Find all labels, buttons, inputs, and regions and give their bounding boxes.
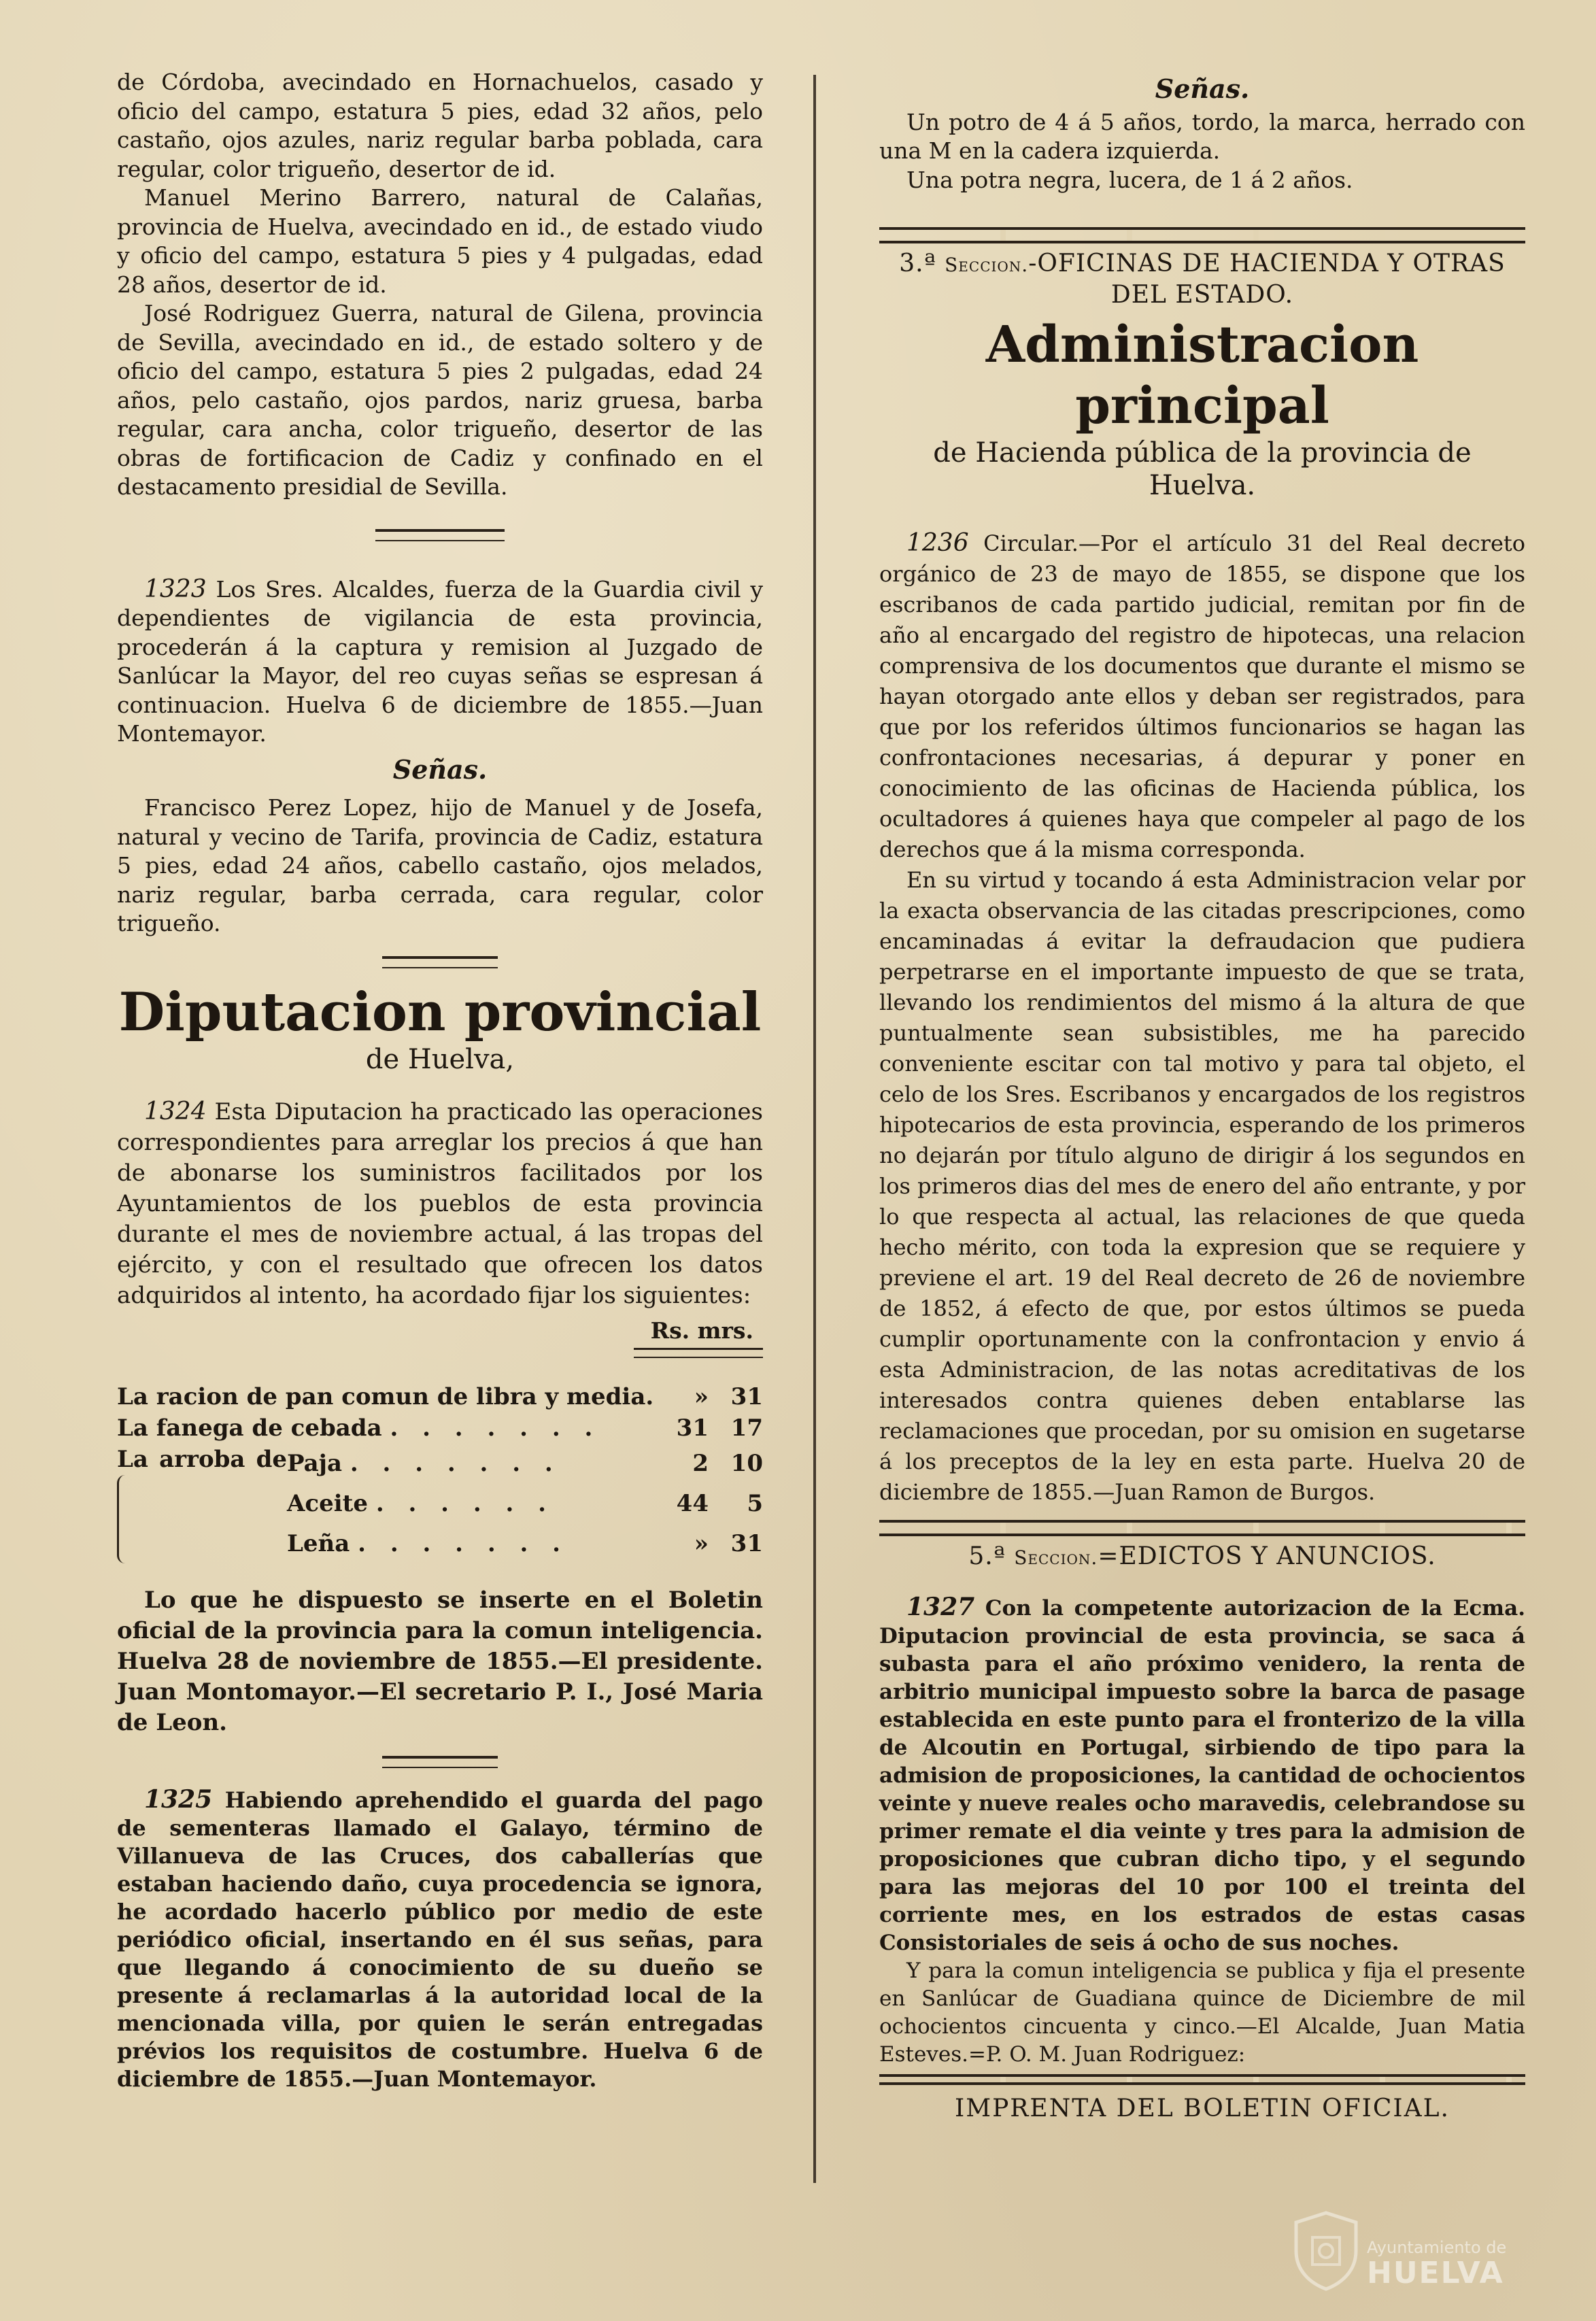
- paragraph-y-para: Y para la comun inteligencia se publica y fija el presente en Sanlúcar de Guadiana quince de Diciembre de mil ochocientos cincuenta y cinco.—El Alcalde, Juan Matia Esteves.=P. O. M. Juan Rodriguez:: [879, 1959, 1525, 2067]
- senas-heading: Señas.: [1155, 73, 1250, 104]
- price-reales: 44: [676, 1489, 709, 1517]
- paragraph-cordoba: de Córdoba, avecindado en Hornachuelos, casado y oficio del campo, estatura 5 pies, edad 32 años, pelo castaño, ojos azules, nariz regular barba poblada, cara regular, color trigueño, desertor de id.: [117, 69, 763, 182]
- notice-1325: [117, 1786, 763, 2093]
- table-row: La arroba de Paja . . . . . . . 2 10: [117, 1444, 763, 1484]
- notice-number: 1327: [906, 1593, 975, 1621]
- left-column: [117, 68, 763, 2093]
- double-rule-divider: [879, 227, 1525, 243]
- notice-text: Esta Diputacion ha practicado las operaciones correspondientes para arreglar los precios á que han de abonarse los suministros facilitados por los Ayuntamientos de los pueblos de esta provincia durante el mes de noviembre actual, á las tropas del ejército, y con el resultado que ofrecen los datos adquiridos al intento, ha acordado fijar los siguientes:: [117, 1098, 763, 1309]
- price-reales: »: [694, 1529, 709, 1557]
- table-row: Aceite . . . . . . 44 5: [117, 1484, 763, 1524]
- administracion-subtitle: de Hacienda pública de la provincia de Huelva.: [933, 437, 1472, 501]
- diputacion-title: Diputacion provincial: [118, 981, 762, 1043]
- price-label: La fanega de cebada: [117, 1414, 382, 1442]
- price-label: La arroba de: [117, 1446, 287, 1473]
- paragraph-potro: Un potro de 4 á 5 años, tordo, la marca, herrado con una M en la cadera izquierda.: [879, 108, 1525, 164]
- price-maravedis: 31: [730, 1529, 763, 1557]
- notice-1327: [879, 1593, 1525, 1957]
- price-reales: 2: [692, 1450, 709, 1478]
- ornament-divider: [375, 529, 505, 541]
- section-title: =EDICTOS Y ANUNCIOS.: [1098, 1542, 1436, 1570]
- watermark-text: [1367, 2237, 1506, 2289]
- notice-text: Circular.—Por el artículo 31 del Real decreto orgánico de 23 de mayo de 1855, se dispone que los escribanos de cada partido judicial, remitan por fin de año al encargado del registro de hipotecas, una relacion comprensiva de los documentos que durante el mismo se hayan otorgado ante ellos y deban ser registrados, para que por los referidos últimos funcionarios se hagan las confrontaciones necesarias, á depurar y poner en conocimiento de las oficinas de Hacienda pública, los ocultadores á quienes haya que compeler al pago de los derechos que á la misma corresponda.: [879, 530, 1526, 862]
- notice-1324: [117, 1096, 763, 1311]
- notice-number: 1323: [144, 575, 207, 603]
- ornament-divider: [382, 1756, 498, 1768]
- section-3-heading: [879, 249, 1525, 310]
- ornament-divider: [382, 956, 498, 968]
- price-label: La racion de pan comun de libra y media.: [117, 1383, 654, 1410]
- notice-text: Con la competente autorizacion de la Ecma. Diputacion provincial de esta provincia, se saca á subasta para el año próximo venidero, la renta de arbitrio municipal impuesto sobre la barca de pasage establecida en este punto para el fronterizo de la villa de Alcoutin en Portugal, sirbiendo de tipo para la admision de proposiciones, la cantidad de ochocientos veinte y nueve reales ocho maravedis, celebrandose su primer remate el dia veinte y tres para la admision de proposiciones que cubran dicho tipo, y el segundo para las mejoras del 10 por 100 el treinta del corriente mes, en los estrados de estas casas Consistoriales de seis á ocho de sus noches.: [879, 1596, 1525, 1955]
- double-rule-divider: [879, 1520, 1525, 1536]
- paragraph-rodriguez: José Rodriguez Guerra, natural de Gilena, provincia de Sevilla, avecindado en id., de estado soltero y de oficio del campo, estatura 5 pies 2 pulgadas, edad 24 años, pelo castaño, ojos pardos, nariz gruesa, barba regular, cara ancha, color trigueño, desertor de las obras de fortificacion de Cadiz y confinado en el destacamento presidial de Sevilla.: [117, 300, 763, 500]
- section-5-heading: [879, 1542, 1525, 1573]
- price-reales: »: [694, 1383, 709, 1410]
- paragraph-potra: Una potra negra, lucera, de 1 á 2 años.: [906, 166, 1353, 193]
- price-maravedis: 5: [747, 1489, 763, 1517]
- notice-text: Habiendo aprehendido el guarda del pago de sementeras llamado el Galayo, término de Villanueva de las Cruces, dos caballerías que estaban haciendo daño, cuya procedencia se ignora, he acordado hacerlo público por medio de este periódico oficial, insertando en él sus señas, para que llegando á conocimiento de su dueño se presente á reclamarlas á la autoridad local de la mencionada villa, por quien le serán entregadas prévios los requisitos de costumbre. Huelva 6 de diciembre de 1855.—Juan Montemayor.: [117, 1787, 763, 2092]
- double-rule-divider: [879, 2074, 1525, 2085]
- paragraph-merino: Manuel Merino Barrero, natural de Calañas, provincia de Huelva, avecindado en id., de estado viudo y oficio del campo, estatura 5 pies y 4 pulgadas, edad 28 años, desertor de id.: [117, 184, 763, 298]
- price-table: [117, 1381, 763, 1563]
- paragraph-en-su-virtud: En su virtud y tocando á esta Administracion velar por la exacta observancia de las citadas prescripciones, como encaminadas á evitar la defraudacion que pudiera perpetrarse en el importante impuesto de que se trata, llevando los rendimientos del mismo á la altura de que puntualmente sean subsistibles, me ha parecido conveniente escitar con tal motivo y para tal objeto, el celo de los Sres. Escribanos y encargados de los registros hipotecarios de esta provincia, esperando de los primeros no dejarán por título alguno de dirigir á los segundos en los primeros dias del mes de enero del año entrante, y por lo que respecta al actual, las relaciones de que queda hecho mérito, con toda la expresion que se requiere y previene el art. 19 del Real decreto de 26 de noviembre de 1852, á efecto de que, por estos últimos se pueda cumplir oportunamente con la confrontacion y envio á esta Administracion, de las notas acreditativas de los interesados contra quienes deben entablarse las reclamaciones que procedan, por su omision en sugetarse á los preceptos de la ley en esta parte. Huelva 20 de diciembre de 1855.—Juan Ramon de Burgos.: [879, 867, 1525, 1505]
- section-word: Seccion.: [945, 254, 1029, 276]
- section-word: Seccion.: [1014, 1546, 1098, 1569]
- administracion-title: Administracion principal: [985, 316, 1419, 435]
- watermark-line1: Ayuntamiento de: [1367, 2238, 1507, 2257]
- price-label: Paja: [287, 1450, 343, 1478]
- city-shield-icon: [1292, 2210, 1360, 2292]
- senas-heading: Señas.: [392, 753, 488, 785]
- notice-1323: [117, 575, 763, 749]
- price-label: Leña: [287, 1529, 350, 1557]
- table-row: La fanega de cebada . . . . . . . 31 17: [117, 1412, 763, 1444]
- section-number: 5.ª: [968, 1542, 1006, 1570]
- printer-footer: IMPRENTA DEL BOLETIN OFICIAL.: [955, 2095, 1450, 2122]
- price-label: Aceite: [287, 1489, 368, 1517]
- price-maravedis: 17: [730, 1414, 763, 1442]
- table-row: Leña . . . . . . . » 31: [117, 1523, 763, 1563]
- notice-text: Los Sres. Alcaldes, fuerza de la Guardia civil y dependientes de vigilancia de esta provincia, procederán á la captura y remision al Juzgado de Sanlúcar la Mayor, del reo cuyas señas se espresan á continuacion. Huelva 6 de diciembre de 1855.—Juan Montemayor.: [117, 575, 763, 747]
- price-reales: 31: [676, 1414, 709, 1442]
- price-maravedis: 10: [730, 1450, 763, 1478]
- diputacion-subtitle: de Huelva,: [365, 1043, 515, 1075]
- ornament-divider: [634, 1348, 763, 1358]
- notice-number: 1236: [906, 529, 969, 557]
- rs-mrs-header: Rs. mrs.: [650, 1317, 753, 1344]
- watermark-line2: HUELVA: [1367, 2256, 1504, 2290]
- brace-symbol: [117, 1475, 129, 1563]
- section-number: 3.ª: [899, 250, 936, 277]
- notice-number: 1324: [144, 1097, 207, 1125]
- paragraph-lo-que: Lo que he dispuesto se inserte en el Boletin oficial de la provincia para la comun inteligencia. Huelva 28 de noviembre de 1855.—El presidente. Juan Montomayor.—El secretario P. I., José Maria de Leon.: [117, 1587, 763, 1736]
- column-divider: [813, 75, 816, 2183]
- right-column: [879, 75, 1525, 2124]
- paragraph-perez: Francisco Perez Lopez, hijo de Manuel y de Josefa, natural y vecino de Tarifa, provincia de Cadiz, estatura 5 pies, edad 24 años, cabello castaño, ojos melados, nariz regular, barba cerrada, cara regular, color trigueño.: [117, 794, 763, 936]
- section-title: -OFICINAS DE HACIENDA Y OTRAS DEL ESTADO.: [1028, 250, 1506, 309]
- notice-number: 1325: [144, 1785, 213, 1814]
- notice-1236: [879, 528, 1525, 865]
- table-row: [117, 1381, 763, 1412]
- price-maravedis: 31: [730, 1383, 763, 1410]
